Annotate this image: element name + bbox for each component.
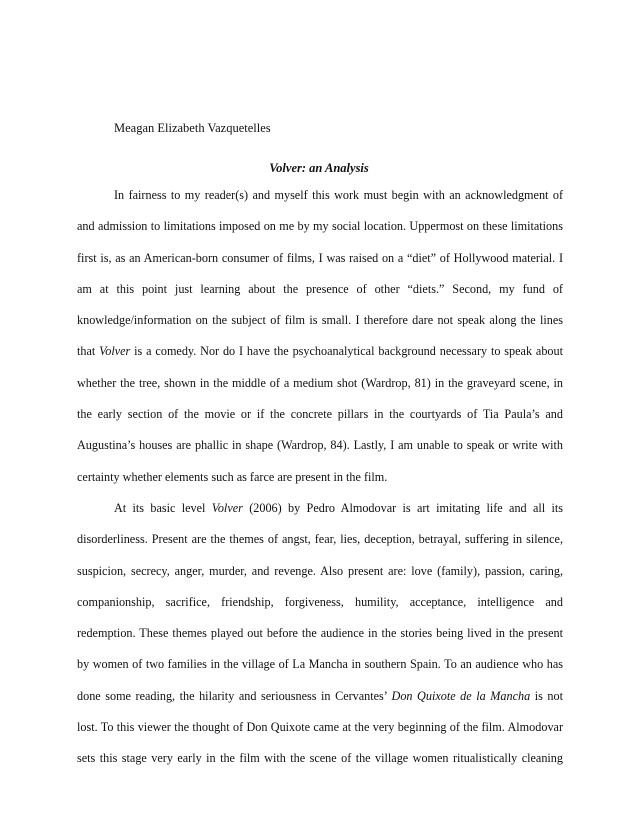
- line-text: redemption. These themes played out before the audience in the stories being lived in the present: [77, 626, 563, 641]
- text-line: [77, 406, 563, 437]
- text-line: [77, 343, 563, 374]
- line-text: suspicion, secrecy, anger, murder, and revenge. Also present are: love (family), passion, caring,: [77, 563, 563, 578]
- italic-title-text: Don Quixote de la Mancha: [391, 688, 531, 703]
- line-text: the early section of the movie or if the concrete pillars in the courtyards of Tia Paula’s and: [77, 407, 563, 422]
- text-line: [77, 281, 563, 312]
- text-line: [77, 250, 563, 281]
- line-text: that: [77, 344, 100, 359]
- text-line: [77, 563, 563, 594]
- line-text: am at this point just learning about the presence of other “diets.” Second, my fund of: [77, 281, 563, 296]
- body-text: [77, 187, 563, 782]
- text-line: [77, 187, 563, 218]
- line-text: Augustina’s houses are phallic in shape (Wardrop, 84). Lastly, I am unable to speak or write with: [77, 438, 563, 453]
- line-text: is not: [530, 688, 563, 703]
- line-text: by women of two families in the village of La Mancha in southern Spain. To an audience who has: [77, 657, 563, 672]
- line-text: knowledge/information on the subject of film is small. I therefore dare not speak along the lines: [77, 313, 563, 328]
- line-text: companionship, sacrifice, friendship, forgiveness, humility, acceptance, intelligence and: [77, 594, 563, 609]
- text-line: [77, 656, 563, 687]
- text-line: [77, 688, 563, 719]
- text-line: [77, 437, 563, 468]
- text-line: [77, 218, 563, 249]
- text-line: [77, 750, 563, 781]
- line-text: lost. To this viewer the thought of Don Quixote came at the very beginning of the film. Almodovar: [77, 720, 563, 735]
- line-text: whether the tree, shown in the middle of a medium shot (Wardrop, 81) in the graveyard scene, in: [77, 375, 563, 390]
- line-text: In fairness to my reader(s) and myself this work must begin with an acknowledgment of: [114, 188, 563, 202]
- title-text: Volver: an Analysis: [269, 161, 369, 175]
- document-title: [0, 160, 638, 176]
- line-text: done some reading, the hilarity and seriousness in Cervantes’: [77, 688, 392, 703]
- line-text: disorderliness. Present are the themes of angst, fear, lies, deception, betrayal, suffering in silence,: [77, 532, 563, 547]
- line-text: At its basic level: [114, 500, 212, 515]
- text-line: [77, 375, 563, 406]
- text-line: [77, 469, 563, 500]
- text-line: [77, 531, 563, 562]
- line-text: (2006) by Pedro Almodovar is art imitating life and all its: [242, 500, 563, 515]
- italic-title-text: Volver: [211, 500, 243, 515]
- line-text: first is, as an American-born consumer of films, I was raised on a “diet” of Hollywood material. I: [77, 250, 563, 265]
- line-text: sets this stage very early in the film with the scene of the village women ritualistically cleaning: [77, 751, 563, 766]
- line-text: certainty whether elements such as farce are present in the film.: [77, 469, 388, 484]
- text-line: [77, 312, 563, 343]
- text-line: [77, 594, 563, 625]
- line-text: is a comedy. Nor do I have the psychoanalytical background necessary to speak about: [130, 344, 563, 359]
- text-line: [77, 500, 563, 531]
- author-name: Meagan Elizabeth Vazquetelles: [114, 121, 271, 135]
- text-line: [77, 719, 563, 750]
- text-line: [77, 625, 563, 656]
- line-text: and admission to limitations imposed on me by my social location. Uppermost on these limitations: [77, 219, 563, 234]
- italic-title-text: Volver: [99, 344, 131, 359]
